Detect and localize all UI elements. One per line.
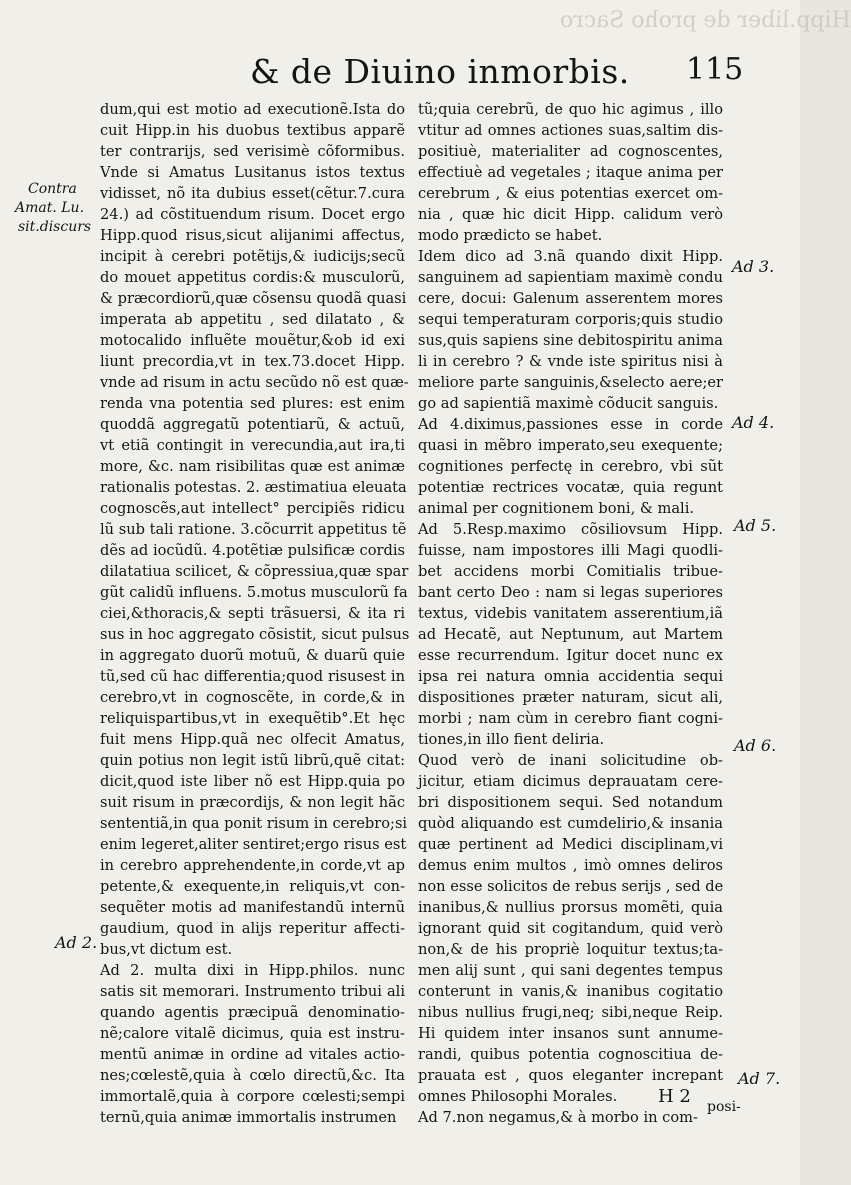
right-column [418,99,723,1128]
text-line: cerebrum , & eius potentias exercet om- [418,185,723,202]
text-line: lũ sub tali ratione. 3.cõcurrit appetitus tẽ [100,521,407,538]
text-line: cerebro,vt in cognoscẽte, in corde,& in [100,689,405,706]
text-line: renda vna potentia sed plures: est enim [100,395,405,412]
text-line: inanibus,& nullius prorsus momẽti, quia [418,899,723,916]
text-line: animal per cognitionem boni, & mali. [418,500,695,517]
running-title: & de Diuino inmorbis. [250,52,630,91]
text-line: & præcordiorũ,quæ cõsensu quodã quasi [100,290,407,307]
signature-mark: H 2 [658,1086,691,1107]
left-column [100,99,410,1128]
margin-note-ad2: Ad 2. [55,933,98,952]
text-line: enim legeret,aliter sentiret;ergo risus est [100,836,407,853]
text-line: esse recurrendum. Igitur docet nunc ex [418,647,723,664]
text-line: petente,& exequente,in reliquis,vt con- [100,878,405,895]
text-line: dum,qui est motio ad executionẽ.Ista do [100,101,405,118]
margin-note-contra: Contra [28,181,77,197]
text-line: quæ pertinent ad Medici disciplinam,vi [418,836,723,853]
text-line: textus, videbis vanitatem asserentium,iã [418,605,723,622]
text-line: nes;cœlestẽ,quia à cœlo directũ,&c. Ita [100,1067,405,1084]
text-line: morbi ; nam cùm in cerebro fiant cogni- [418,710,723,727]
text-line: immortalẽ,quia à corpore cœlesti;sempi [100,1088,405,1105]
text-line: sententiã,in qua ponit risum in cerebro;si [100,815,408,832]
text-line: go ad sapientiã maximè cõducit sanguis. [418,395,719,412]
text-line: more, &c. nam risibilitas quæ est animæ [100,458,405,475]
text-line: Ad 5.Resp.maximo cõsiliovsum Hipp. [418,521,723,538]
margin-note-ad5: Ad 5. [734,516,777,535]
text-line: Hipp.quod risus,sicut alijanimi affectus, [100,227,405,244]
margin-note-ad6: Ad 6. [734,736,777,755]
text-line: 24.) ad cõstituendum risum. Docet ergo [100,206,405,223]
text-line: ternũ,quia animæ immortalis instrumen [100,1109,397,1126]
text-line: gaudium, quod in alijs reperitur affecti- [100,920,405,937]
text-line: tũ,sed cũ hac differentia;quod risusest in [100,668,405,685]
text-line: meliore parte sanguinis,&selecto aere;er [418,374,723,391]
text-line: Ad 2. multa dixi in Hipp.philos. nunc [100,962,405,979]
text-line: ignorant quid sit cogitandum, quid verò [418,920,723,937]
text-line: men alij sunt , qui sani degentes tempus [418,962,723,979]
text-line: quoddã aggregatũ potentiarũ, & actuũ, [100,416,405,433]
text-line: ter contrarijs, sed verisimè cõformibus. [100,143,405,160]
text-line: effectiuè ad vegetales ; itaque anima per [418,164,723,181]
text-line: quasi in mẽbro imperato,seu exequente; [418,437,723,454]
text-line: fuit mens Hipp.quã nec olfecit Amatus, [100,731,405,748]
text-line: Idem dico ad 3.nã quando dixit Hipp. [418,248,723,265]
text-line: mentũ animæ in ordine ad vitales actio- [100,1046,405,1063]
text-line: nia , quæ hic dicit Hipp. calidum verò [418,206,723,223]
text-line: prauata est , quos eleganter increpant [418,1067,723,1084]
margin-note-amat: Amat. Lu. [15,200,85,216]
text-line: suit risum in præcordijs, & non legit hãc [100,794,405,811]
text-line: sequi temperaturam corporis;quis studio [418,311,723,328]
text-line: dilatatiua scilicet, & cõpressiua,quæ spar [100,563,409,580]
text-line: non esse solicitos de rebus serijs , sed de [418,878,724,895]
text-line: rationalis potestas. 2. æstimatiua eleuata [100,479,407,496]
text-line: vnde ad risum in actu secũdo nõ est quæ- [100,374,409,391]
text-line: dẽs ad iocũdũ. 4.potẽtiæ pulsificæ cordis [100,542,405,559]
text-line: cere, docui: Galenum asserentem mores [418,290,723,307]
text-line: cognoscẽs,aut intellect° percipiẽs ridicu [100,500,405,517]
text-line: omnes Philosophi Morales. [418,1088,618,1105]
text-line: in aggregato duorũ motuũ, & duarũ quie [100,647,405,664]
text-line: sus in hoc aggregato cõsistit, sicut pulsus [100,626,410,643]
text-line: jicitur, etiam dicimus deprauatam cere- [418,773,723,790]
text-line: vidisset, nõ ita dubius esset(cẽtur.7.cura [100,185,405,202]
text-line: potentiæ rectrices vocatæ, quia regunt [418,479,723,496]
text-line: Ad 7.non negamus,& à morbo in com- [418,1109,698,1126]
text-line: modo prædicto se habet. [418,227,603,244]
text-line: dicit,quod iste liber nõ est Hipp.quia po [100,773,405,790]
text-line: do mouet appetitus cordis:& musculorũ, [100,269,405,286]
text-line: quòd aliquando est cumdelirio,& insania [418,815,723,832]
text-line: sus,quis sapiens sine debitospiritu anima [418,332,723,349]
text-line: cognitiones perfectę in cerebro, vbi sũt [418,458,723,475]
text-line: Quod verò de inani solicitudine ob- [418,752,723,769]
text-line: sequẽter motis ad manifestandũ internũ [100,899,405,916]
margin-note-ad4: Ad 4. [732,413,775,432]
text-line: nibus nullius frugi,neq; sibi,neque Reip. [418,1004,723,1021]
text-line: demus enim multos , imò omnes deliros [418,857,723,874]
text-line: dispositiones præter naturam, sicut ali, [418,689,723,706]
text-line: nẽ;calore vitalẽ dicimus, quia est instru- [100,1025,405,1042]
catchword: posi- [707,1099,741,1115]
text-line: ciei,&thoracis,& septi trãsuersi, & ita ri [100,605,405,622]
text-line: motocalido influẽte mouẽtur,&ob id exi [100,332,405,349]
text-line: quando agentis præcipuã denominatio- [100,1004,405,1021]
page-number: 115 [686,52,744,87]
text-line: fuisse, nam impostores illi Magi quodli- [418,542,723,559]
text-line: ipsa rei natura omnia accidentia sequi [418,668,723,685]
text-line: quin potius non legit istũ librũ,quẽ citat: [100,752,405,769]
text-line: tũ;quia cerebrũ, de quo hic agimus , illo [418,101,723,118]
text-line: imperata ab appetitu , sed dilatato , & [100,311,405,328]
text-line: gũt calidũ influens. 5.motus musculorũ fa [100,584,408,601]
margin-note-ad7: Ad 7. [738,1069,781,1088]
text-line: satis sit memorari. Instrumento tribui ali [100,983,405,1000]
text-line: bus,vt dictum est. [100,941,233,958]
text-line: ad Hecatẽ, aut Neptunum, aut Martem [418,626,723,643]
text-line: li in cerebro ? & vnde iste spiritus nisi à [418,353,723,370]
bleed-through-text: Hipp.liber de proho Sacro [560,8,851,33]
text-line: non,& de his propriè loquitur textus;ta- [418,941,723,958]
text-line: reliquispartibus,vt in exequẽtib°.Et hęc [100,710,405,727]
text-line: bri dispositionem sequi. Sed notandum [418,794,723,811]
text-line: vt etiã contingit in verecundia,aut ira,ti [100,437,405,454]
text-line: conterunt in vanis,& inanibus cogitatio [418,983,723,1000]
text-line: randi, quibus potentia cognoscitiua de- [418,1046,723,1063]
text-line: liunt precordia,vt in tex.73.docet Hipp. [100,353,405,370]
text-line: Hi quidem inter insanos sunt annume- [418,1025,723,1042]
text-line: in cerebro apprehendente,in corde,vt ap [100,857,405,874]
margin-note-ad3: Ad 3. [732,257,775,276]
text-line: bant certo Deo : nam si legas superiores [418,584,723,601]
text-line: cuit Hipp.in his duobus textibus apparẽ [100,122,405,139]
text-line: Ad 4.diximus,passiones esse in corde [418,416,723,433]
text-line: tiones,in illo fient deliria. [418,731,605,748]
text-line: Vnde si Amatus Lusitanus istos textus [100,164,405,181]
text-line: sanguinem ad sapientiam maximè condu [418,269,723,286]
text-line: incipit à cerebri potẽtijs,& iudicijs;secũ [100,248,405,265]
text-line: positiuè, materialiter ad cognoscentes, [418,143,723,160]
text-line: bet accidens morbi Comitialis tribue- [418,563,723,580]
margin-note-sit: sit.discurs [18,219,92,235]
text-line: vtitur ad omnes actiones suas,saltim dis- [418,122,723,139]
